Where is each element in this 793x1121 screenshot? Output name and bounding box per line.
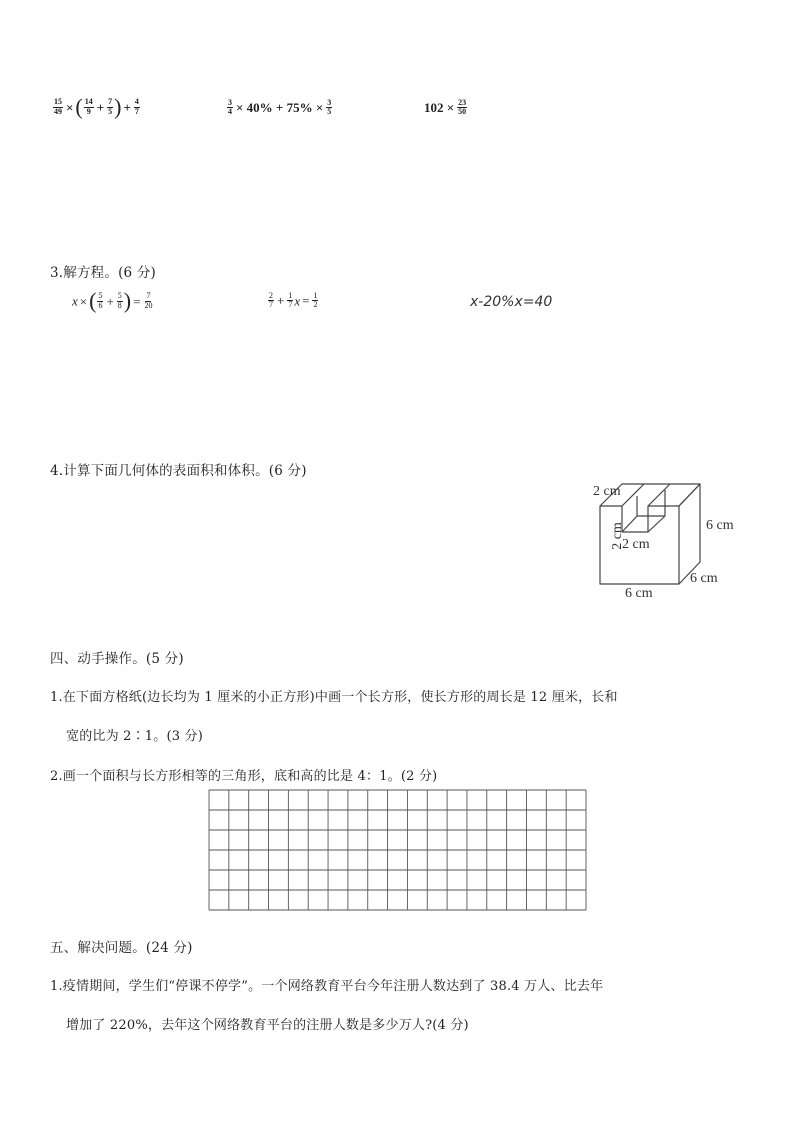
fraction: $\frac{3}{4}$ — [228, 98, 232, 117]
notch-back — [622, 516, 665, 532]
notch-edge — [622, 484, 644, 506]
part-5-question-1-line-2: 增加了 220%，去年这个网络教育平台的注册人数是多少万人?(4 分) — [66, 1018, 469, 1033]
operator: × — [79, 293, 88, 309]
section-4-title: 4.计算下面几何体的表面积和体积。(6 分) — [50, 463, 307, 479]
label-notch-height: 2 cm — [609, 522, 625, 550]
notch-edge — [648, 516, 665, 532]
operator: + — [96, 99, 105, 115]
expression-2 — [226, 99, 333, 117]
part-5-question-1-line-1: 1.疫情期间，学生们“停课不停学”。一个网络教育平台今年注册人数达到了 38.4 万人、比去年 — [50, 979, 604, 994]
fraction: $\frac{23}{50}$ — [458, 98, 467, 117]
expression-3 — [422, 99, 468, 117]
notch-edge — [648, 484, 670, 506]
fraction: $\frac{4}{7}$ — [134, 97, 139, 116]
fraction: $\frac{7}{5}$ — [108, 97, 113, 116]
fraction: $\frac{5}{8}$ — [117, 291, 122, 310]
operator: + — [277, 293, 285, 309]
right-paren: ) — [114, 94, 122, 119]
part-4-question-2: 2.画一个面积与长方形相等的三角形，底和高的比是 4：1。(2 分) — [50, 769, 438, 784]
label-depth: 6 cm — [690, 571, 718, 586]
operator: = — [302, 293, 310, 309]
label-top-notch: 2 cm — [593, 484, 621, 499]
expression-1 — [52, 96, 141, 118]
equation-2: $\frac{2}{7}$ + $\frac{1}{7}$ x = $\frac{1}{2}$ — [269, 291, 318, 310]
fraction: $\frac{15}{49}$ — [54, 97, 62, 116]
operator: × — [66, 99, 74, 115]
fraction: $\frac{2}{7}$ — [269, 291, 273, 310]
equation-3: x-20%x=40 — [470, 294, 553, 310]
fraction: $\frac{1}{7}$ — [288, 291, 293, 310]
fraction: $\frac{1}{2}$ — [313, 291, 318, 310]
left-paren: ( — [75, 94, 83, 119]
fraction: $\frac{3}{5}$ — [327, 98, 332, 117]
part-5-title: 五、解决问题。(24 分) — [50, 940, 193, 956]
label-width: 6 cm — [625, 586, 653, 601]
part-4-title: 四、动手操作。(5 分) — [50, 651, 184, 667]
fraction: $\frac{7}{20}$ — [144, 291, 153, 310]
expression-middle: × 40% + 75% × — [236, 100, 324, 116]
section-3-title: 3.解方程。(6 分) — [50, 265, 156, 281]
part-4-question-1-line-1: 1.在下面方格纸(边长均为 1 厘米的小正方形)中画一个长方形，使长方形的周长是 12 厘米，长和 — [50, 690, 618, 705]
square-grid-paper[interactable] — [208, 788, 588, 912]
right-face — [679, 484, 700, 584]
left-paren: ( — [89, 288, 97, 313]
operator: = — [133, 293, 141, 309]
part-4-question-1-line-2: 宽的比为 2∶1。(3 分) — [66, 729, 204, 744]
fraction: $\frac{5}{6}$ — [98, 291, 103, 310]
operator: + — [106, 293, 114, 309]
right-paren: ) — [123, 288, 132, 313]
operator: + — [123, 99, 131, 115]
fraction: $\frac{14}{9}$ — [84, 97, 93, 116]
expression-lead: 102 × — [424, 100, 455, 116]
label-notch-depth: 2 cm — [622, 537, 650, 552]
equation-1: x ×( $\frac{5}{6}$ + $\frac{5}{8}$ ) = $\frac{7}{20}$ — [72, 288, 153, 313]
label-height: 6 cm — [706, 518, 734, 533]
